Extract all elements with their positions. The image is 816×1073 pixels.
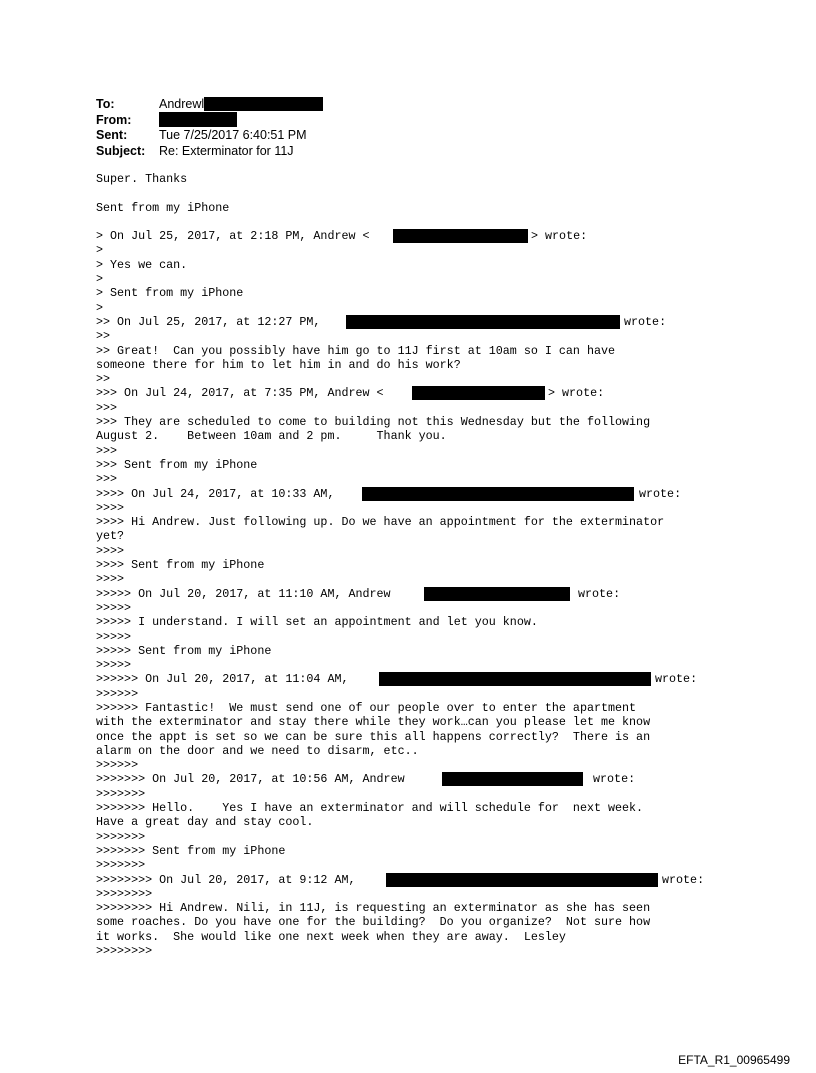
body-line xyxy=(96,558,664,572)
sent-value: Tue 7/25/2017 6:40:51 PM xyxy=(159,128,307,143)
redaction-bar xyxy=(412,386,545,400)
body-line xyxy=(96,258,664,272)
redaction-bar xyxy=(379,672,651,686)
body-line xyxy=(96,630,664,644)
body-line-text: >>>> xyxy=(96,572,125,587)
to-name: Andrewl xyxy=(159,97,205,111)
body-line xyxy=(96,930,664,944)
body-line-suffix: wrote: xyxy=(655,672,698,687)
body-line xyxy=(96,815,664,829)
redaction-bar xyxy=(386,873,658,887)
body-line xyxy=(96,772,664,786)
body-line-text: >>>>> xyxy=(96,658,132,673)
body-line xyxy=(96,787,664,801)
body-line xyxy=(96,314,667,329)
body-line xyxy=(96,715,664,729)
body-line xyxy=(96,844,664,858)
body-line xyxy=(96,358,664,372)
body-line xyxy=(96,243,664,257)
body-line-suffix: wrote: xyxy=(624,314,667,329)
body-line-suffix: wrote: xyxy=(662,872,705,887)
body-line-text: >>>>>>> On Jul 20, 2017, at 10:56 AM, Andrew xyxy=(96,772,412,787)
body-line xyxy=(96,186,664,200)
body-line-text: >>>>>>> xyxy=(96,829,146,844)
redaction-bar xyxy=(442,772,583,786)
body-line xyxy=(96,201,664,215)
body-line xyxy=(96,415,664,429)
body-line xyxy=(96,229,664,243)
body-line xyxy=(96,730,664,744)
body-line-text: >>>>> On Jul 20, 2017, at 11:10 AM, Andrew xyxy=(96,586,398,601)
body-line-suffix: > wrote: xyxy=(548,386,605,401)
body-line-text: >>>>>>> xyxy=(96,858,146,873)
body-line-text: >>>>>>>> On Jul 20, 2017, at 9:12 AM, xyxy=(96,872,363,887)
body-line-text: > xyxy=(96,272,104,287)
body-line-text: alarm on the door and we need to disarm, etc.. xyxy=(96,743,419,758)
body-line xyxy=(96,701,664,715)
body-line-text: > xyxy=(96,300,104,315)
body-line xyxy=(96,915,664,929)
body-line-text: >>>>>>> Sent from my iPhone xyxy=(96,843,286,858)
body-line xyxy=(96,486,682,501)
body-line xyxy=(96,372,664,386)
body-line xyxy=(96,644,664,658)
body-line-text: >>>>>> xyxy=(96,758,139,773)
body-line-text: >>> xyxy=(96,443,118,458)
redaction-bar xyxy=(204,97,323,111)
body-line-text: >>>>> xyxy=(96,600,132,615)
body-line-suffix: wrote: xyxy=(586,772,636,787)
body-line-text: >> On Jul 25, 2017, at 12:27 PM, xyxy=(96,314,328,329)
subject-label: Subject: xyxy=(96,143,146,158)
body-line xyxy=(96,215,664,229)
body-line-text: Super. Thanks xyxy=(96,172,188,186)
body-line xyxy=(96,744,664,758)
body-line-text: >> Great! Can you possibly have him go to 11J first at 10am so I can have xyxy=(96,343,616,358)
body-line xyxy=(96,515,664,529)
body-line-text: >>>>> I understand. I will set an appointment and let you know. xyxy=(96,615,538,630)
body-line-text: >>>>>> On Jul 20, 2017, at 11:04 AM, xyxy=(96,672,356,687)
body-line xyxy=(96,801,664,815)
redaction-bar xyxy=(393,229,528,243)
body-line-text: >>>> Hi Andrew. Just following up. Do we have an appointment for the exterminator xyxy=(96,515,665,530)
body-line xyxy=(96,944,664,958)
body-line-text: >>> On Jul 24, 2017, at 7:35 PM, Andrew < xyxy=(96,386,384,401)
body-line xyxy=(96,444,664,458)
to-label: To: xyxy=(96,97,115,111)
body-line-suffix: > wrote: xyxy=(531,229,588,244)
body-line-text: > xyxy=(96,243,104,258)
body-line xyxy=(96,458,664,472)
email-body xyxy=(96,172,705,959)
body-line-text: >> xyxy=(96,372,111,387)
body-line xyxy=(96,172,664,186)
body-line-text: > Sent from my iPhone xyxy=(96,286,244,301)
body-line-suffix: wrote: xyxy=(578,586,621,601)
body-line-text: >>>>>> Fantastic! We must send one of our people over to enter the apartment xyxy=(96,700,637,715)
body-line xyxy=(96,687,664,701)
body-line-text: >>> xyxy=(96,472,118,487)
body-line-text: Sent from my iPhone xyxy=(96,200,230,215)
body-line xyxy=(96,344,664,358)
body-line-text: >>>>>>>> xyxy=(96,944,153,959)
body-line-text: >>>>>>> Hello. Yes I have an exterminator and will schedule for next week. xyxy=(96,801,644,816)
body-line-text: >>>>>>>> Hi Andrew. Nili, in 11J, is requesting an exterminator as she has seen xyxy=(96,901,651,916)
sent-label: Sent: xyxy=(96,128,128,143)
body-line-text: once the appt is set so we can be sure this all happens correctly? There is an xyxy=(96,729,651,744)
body-line xyxy=(96,286,664,300)
body-line xyxy=(96,658,664,672)
body-line-text: >>> xyxy=(96,400,118,415)
body-line xyxy=(96,872,705,887)
body-line xyxy=(96,329,664,343)
body-line xyxy=(96,615,664,629)
body-line-text: >>>>> xyxy=(96,629,132,644)
from-value xyxy=(159,113,237,129)
body-line-text: >>>> On Jul 24, 2017, at 10:33 AM, xyxy=(96,486,342,501)
body-line-text: August 2. Between 10am and 2 pm. Thank you. xyxy=(96,429,447,444)
redaction-bar xyxy=(424,587,570,601)
redaction-bar xyxy=(346,315,620,329)
body-line xyxy=(96,529,664,543)
body-line-text: >>>>>>>> xyxy=(96,886,153,901)
body-line xyxy=(96,386,664,400)
body-line-text: some roaches. Do you have one for the building? Do you organize? Not sure how xyxy=(96,915,651,930)
body-line xyxy=(96,544,664,558)
body-line-text: Have a great day and stay cool. xyxy=(96,815,314,830)
from-label: From: xyxy=(96,112,132,127)
body-line-text: someone there for him to let him in and do his work? xyxy=(96,357,461,372)
body-line-text: >>>>>>> xyxy=(96,786,146,801)
body-line-text: it works. She would like one next week when they are away. Lesley xyxy=(96,929,566,944)
body-line-text: >>>> Sent from my iPhone xyxy=(96,558,265,573)
body-line xyxy=(96,429,664,443)
body-line-text: yet? xyxy=(96,529,125,544)
body-line xyxy=(96,758,664,772)
body-line xyxy=(96,472,664,486)
document-id: EFTA_R1_00965499 xyxy=(678,1053,790,1067)
body-line xyxy=(96,272,664,286)
body-line-text: >>> They are scheduled to come to building not this Wednesday but the following xyxy=(96,415,651,430)
body-line xyxy=(96,672,698,687)
body-line-text: >>>>>> xyxy=(96,686,139,701)
body-line-suffix: wrote: xyxy=(639,486,682,501)
body-line xyxy=(96,501,664,515)
body-line xyxy=(96,830,664,844)
body-line-text: >> xyxy=(96,329,111,344)
redaction-bar xyxy=(159,112,237,127)
body-line xyxy=(96,401,664,415)
subject-value: Re: Exterminator for 11J xyxy=(159,143,294,158)
body-line xyxy=(96,901,664,915)
redaction-bar xyxy=(362,487,634,501)
body-line xyxy=(96,301,664,315)
body-line xyxy=(96,587,664,601)
body-line-text: with the exterminator and stay there while they work…can you please let me know xyxy=(96,715,651,730)
body-line-text: >>> Sent from my iPhone xyxy=(96,457,258,472)
body-line-text: >>>> xyxy=(96,543,125,558)
body-line-text: >>>> xyxy=(96,500,125,515)
body-line xyxy=(96,887,664,901)
body-line xyxy=(96,858,664,872)
body-line-text: >>>>> Sent from my iPhone xyxy=(96,643,272,658)
body-line xyxy=(96,572,664,586)
body-line-text: > On Jul 25, 2017, at 2:18 PM, Andrew < xyxy=(96,229,370,244)
body-line-text: > Yes we can. xyxy=(96,257,188,272)
body-line xyxy=(96,601,664,615)
to-value xyxy=(159,97,323,113)
